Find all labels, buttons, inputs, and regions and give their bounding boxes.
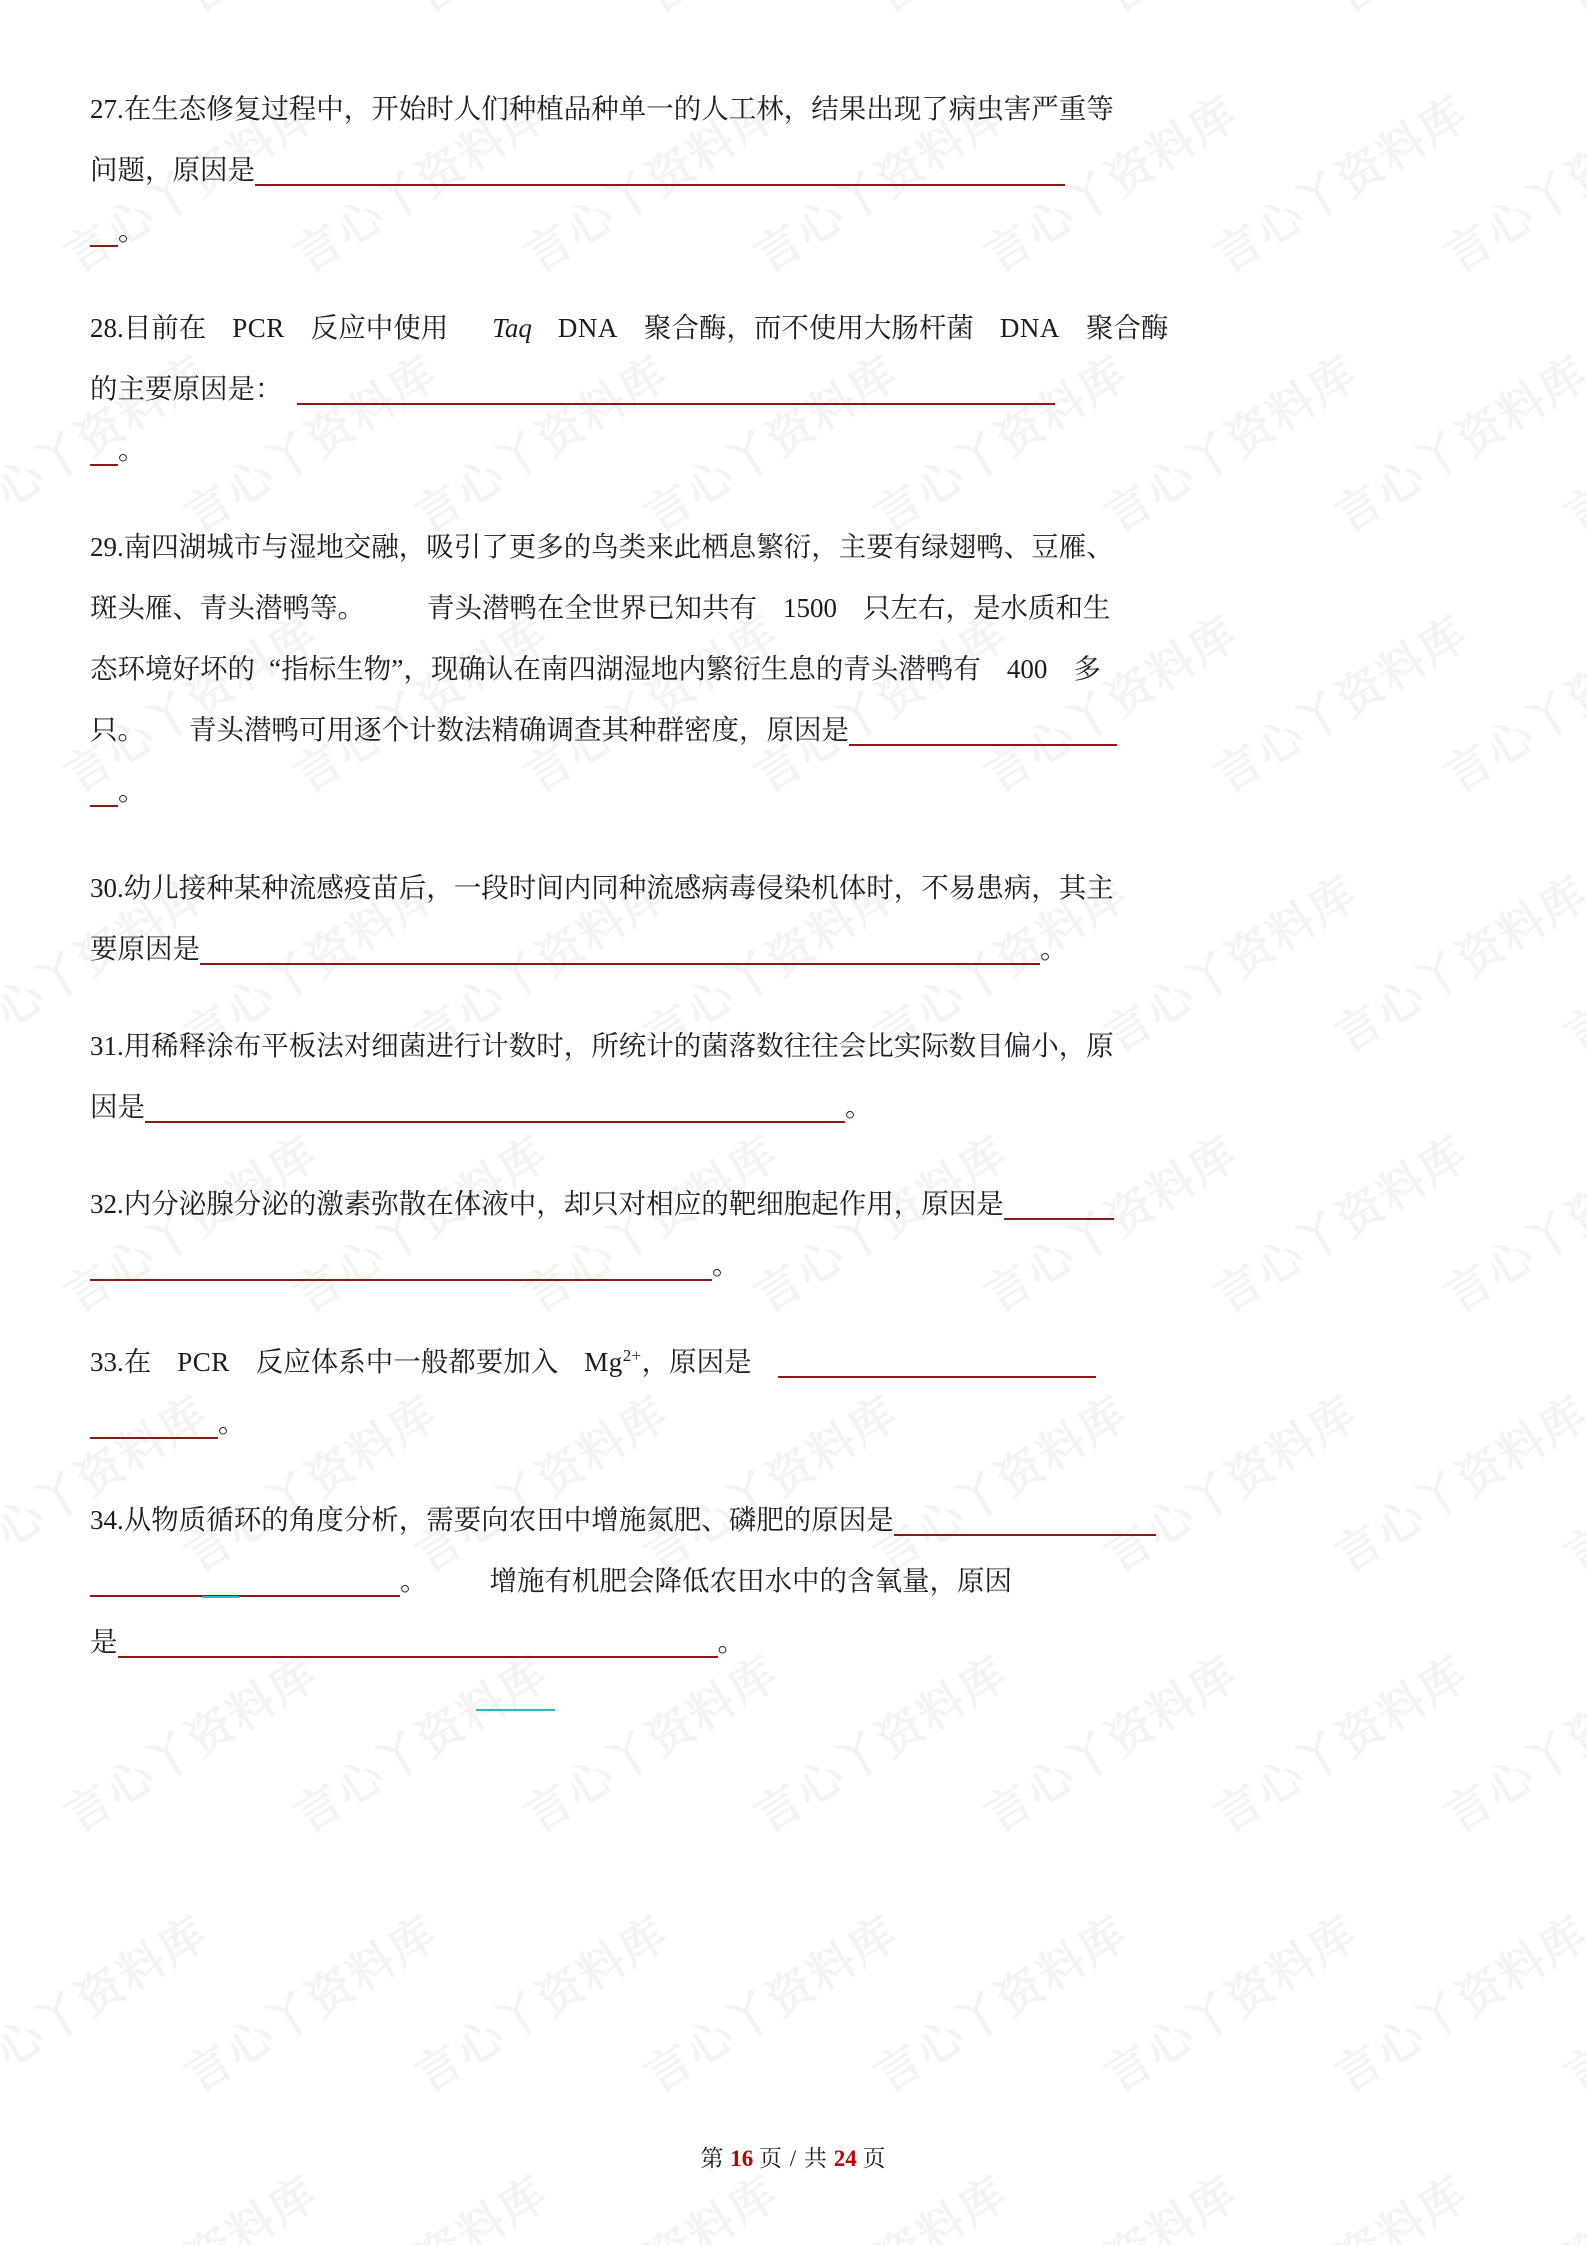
question-line xyxy=(90,699,1509,760)
question-number: 31. xyxy=(90,1031,124,1061)
question-text: 问题，原因是 xyxy=(90,154,255,185)
question-line xyxy=(90,577,1509,638)
question-text: 反应中使用 xyxy=(310,312,449,343)
question-text: 聚合酶 xyxy=(1085,312,1169,343)
question-number: 27. xyxy=(90,94,124,124)
question-line xyxy=(90,638,1509,699)
question-text: 增施有机肥会降低农田水中的含氧量，原因 xyxy=(489,1565,1012,1596)
question-block xyxy=(90,1331,1509,1453)
question-line xyxy=(90,1392,1509,1453)
italic-term: Taq xyxy=(492,313,532,343)
answer-blank-rule[interactable] xyxy=(118,1656,718,1658)
answer-blank-rule[interactable] xyxy=(200,963,1040,965)
question-line xyxy=(90,1331,1509,1392)
question-line xyxy=(90,1173,1509,1234)
question-block xyxy=(90,1015,1509,1137)
question-text: 的主要原因是： xyxy=(90,373,283,404)
answer-blank-rule[interactable] xyxy=(894,1534,1156,1536)
formula-base: Mg xyxy=(584,1347,623,1377)
question-text: 只。 xyxy=(90,714,145,745)
question-block xyxy=(90,516,1509,821)
watermark-text xyxy=(1090,1897,1369,2106)
footer-current-page: 16 xyxy=(730,2146,754,2171)
question-text: 聚合酶，而不使用大肠杆菌 xyxy=(643,312,974,343)
question-text: 只左右，是水质和生 xyxy=(863,592,1111,623)
question-line xyxy=(90,1234,1509,1295)
question-text: 。 xyxy=(118,775,146,806)
question-text: 反应体系中一般都要加入 xyxy=(255,1346,559,1377)
footer-suffix: 页 xyxy=(862,2146,887,2171)
numeric-value: 1500 xyxy=(783,593,837,623)
answer-blank-rule[interactable] xyxy=(849,744,1117,746)
question-spacer xyxy=(90,1672,1509,1708)
question-line xyxy=(90,358,1509,419)
question-text: 多 xyxy=(1073,653,1101,684)
question-text: 。 xyxy=(118,215,146,246)
question-text: 在生态修复过程中，开始时人们种植品种单一的人工林，结果出现了病虫害严重等 xyxy=(123,93,1114,124)
question-text: 。 xyxy=(218,1407,246,1438)
question-text: 幼儿接种某种流感疫苗后，一段时间内同种流感病毒侵染机体时，不易患病，其主 xyxy=(123,872,1114,903)
question-text: 要原因是 xyxy=(90,933,200,964)
answer-blank-rule[interactable] xyxy=(90,1437,218,1439)
question-text: 用稀释涂布平板法对细菌进行计数时，所统计的菌落数往往会比实际数目偏小，原 xyxy=(123,1030,1114,1061)
question-number: 32. xyxy=(90,1189,124,1219)
answer-blank-rule[interactable] xyxy=(90,1279,712,1281)
question-block xyxy=(90,78,1509,261)
question-line xyxy=(90,297,1509,358)
question-line xyxy=(90,419,1509,480)
latin-term: DNA xyxy=(557,313,618,343)
answer-blank-rule[interactable] xyxy=(778,1376,1096,1378)
answer-blank-rule[interactable] xyxy=(90,805,118,807)
watermark-text xyxy=(630,1897,909,2106)
question-text: 斑头雁、青头潜鸭等。 xyxy=(90,592,365,623)
question-line xyxy=(90,1489,1509,1550)
question-line xyxy=(90,516,1509,577)
latin-term: PCR xyxy=(177,1347,230,1377)
question-spacer xyxy=(90,1295,1509,1331)
watermark-text xyxy=(860,1897,1139,2106)
question-number: 34. xyxy=(90,1505,124,1535)
numeric-value: 400 xyxy=(1006,654,1048,684)
question-text: 青头潜鸭在全世界已知共有 xyxy=(427,592,757,623)
question-spacer xyxy=(90,261,1509,297)
formula-superscript: 2+ xyxy=(622,1346,642,1365)
question-text: 在 xyxy=(123,1346,152,1377)
question-spacer xyxy=(90,1453,1509,1489)
question-text: 。 xyxy=(118,434,146,465)
question-text: 因是 xyxy=(90,1091,145,1122)
watermark-text xyxy=(0,1897,219,2106)
question-text: 态环境好坏的 xyxy=(90,653,255,684)
question-line xyxy=(90,139,1509,200)
question-number: 29. xyxy=(90,532,124,562)
question-text: ，原因是 xyxy=(641,1346,752,1377)
question-line xyxy=(90,200,1509,261)
chemical-formula xyxy=(584,1347,641,1377)
answer-blank-rule[interactable] xyxy=(145,1121,845,1123)
question-spacer xyxy=(90,979,1509,1015)
question-block xyxy=(90,1173,1509,1295)
answer-blank-rule[interactable] xyxy=(90,245,118,247)
question-block xyxy=(90,297,1509,480)
question-line xyxy=(90,1550,1509,1611)
question-text: 南四湖城市与湿地交融，吸引了更多的鸟类来此栖息繁衍，主要有绿翅鸭、豆雁、 xyxy=(123,531,1114,562)
footer-prefix: 第 xyxy=(700,2146,725,2171)
latin-term: DNA xyxy=(999,313,1060,343)
question-number: 33. xyxy=(90,1347,124,1377)
question-spacer xyxy=(90,1137,1509,1173)
question-spacer xyxy=(90,480,1509,516)
watermark-text xyxy=(400,1897,679,2106)
question-line xyxy=(90,1076,1509,1137)
question-block xyxy=(90,857,1509,979)
question-text: 青头潜鸭可用逐个计数法精确调查其种群密度，原因是 xyxy=(189,714,849,745)
answer-blank-rule[interactable] xyxy=(90,1595,400,1597)
question-line xyxy=(90,1611,1509,1672)
answer-blank-rule[interactable] xyxy=(90,464,118,466)
watermark-text xyxy=(170,1897,449,2106)
question-text: 。 xyxy=(712,1249,740,1280)
answer-blank-rule[interactable] xyxy=(297,403,1055,405)
question-text: 目前在 xyxy=(123,312,207,343)
question-text: 内分泌腺分泌的激素弥散在体液中，却只对相应的靶细胞起作用，原因是 xyxy=(123,1188,1004,1219)
question-spacer xyxy=(90,821,1509,857)
question-line xyxy=(90,78,1509,139)
question-line xyxy=(90,760,1509,821)
question-text: 。 xyxy=(717,1626,745,1657)
latin-term: PCR xyxy=(232,313,285,343)
question-block xyxy=(90,1489,1509,1672)
question-text: 。 xyxy=(1040,933,1068,964)
question-line xyxy=(90,1015,1509,1076)
watermark-text xyxy=(1320,1897,1587,2106)
question-text: 是 xyxy=(90,1626,118,1657)
question-text: 。 xyxy=(400,1565,428,1596)
question-text: 。 xyxy=(845,1091,873,1122)
footer-middle: 页 / 共 xyxy=(759,2146,828,2171)
question-number: 28. xyxy=(90,313,124,343)
question-line xyxy=(90,918,1509,979)
answer-blank-rule[interactable] xyxy=(1004,1218,1114,1220)
question-line xyxy=(90,857,1509,918)
question-text: “指标生物”，现确认在南四湖湿地内繁衍生息的青头潜鸭有 xyxy=(269,653,981,684)
answer-blank-rule[interactable] xyxy=(255,184,1065,186)
footer-total-pages: 24 xyxy=(833,2146,857,2171)
question-text: 从物质循环的角度分析，需要向农田中增施氮肥、磷肥的原因是 xyxy=(123,1504,894,1535)
question-number: 30. xyxy=(90,873,124,903)
page-footer xyxy=(0,2140,1587,2173)
watermark-text xyxy=(1550,1897,1587,2106)
